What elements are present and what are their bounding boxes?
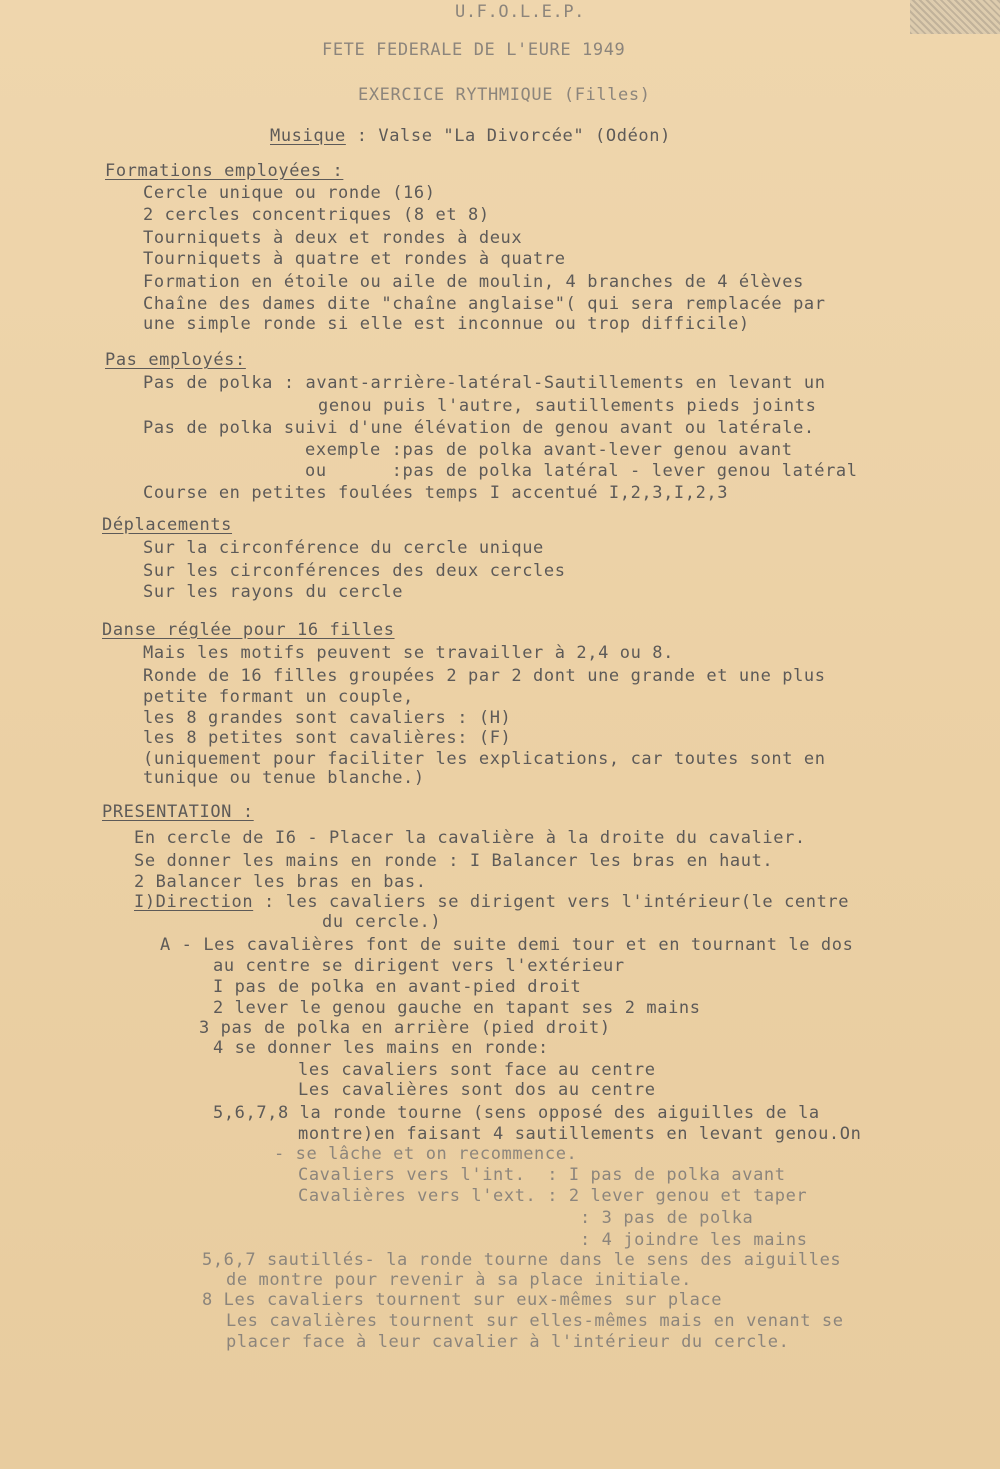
formations-line: Cercle unique ou ronde (16) <box>143 183 436 203</box>
presentation-line: : 3 pas de polka <box>580 1208 754 1228</box>
direction-label: I)Direction <box>134 892 254 912</box>
deplacements-line: Sur les circonférences des deux cercles <box>143 561 566 581</box>
formations-line: Tourniquets à deux et rondes à deux <box>143 228 523 248</box>
section-heading-danse: Danse réglée pour 16 filles <box>102 620 395 640</box>
presentation-line: : 4 joindre les mains <box>580 1230 808 1250</box>
presentation-line: placer face à leur cavalier à l'intérieur du cercle. <box>226 1332 790 1352</box>
deplacements-line: Sur les rayons du cercle <box>143 582 404 602</box>
presentation-line: 3 pas de polka en arrière (pied droit) <box>199 1018 611 1038</box>
pas-line: ou :pas de polka latéral - lever genou latéral <box>305 461 858 481</box>
presentation-line: A - Les cavalières font de suite demi tour et en tournant le dos <box>160 935 854 955</box>
section-heading-deplacements: Déplacements <box>102 515 233 535</box>
pas-line: exemple :pas de polka avant-lever genou avant <box>305 440 793 460</box>
danse-line: tunique ou tenue blanche.) <box>143 768 425 788</box>
presentation-line: du cercle.) <box>322 912 442 932</box>
presentation-line: - se lâche et on recommence. <box>274 1144 578 1164</box>
section-heading-presentation: PRESENTATION : <box>102 802 254 822</box>
presentation-line: 5,6,7 sautillés- la ronde tourne dans le sens des aiguilles <box>202 1250 842 1270</box>
music-value: : Valse "La Divorcée" (Odéon) <box>345 126 671 146</box>
music-label: Musique <box>270 126 346 146</box>
formations-line: Formation en étoile ou aile de moulin, 4 branches de 4 élèves <box>143 272 804 292</box>
page-title: FETE FEDERALE DE L'EURE 1949 <box>322 40 626 60</box>
pas-line: Pas de polka suivi d'une élévation de genou avant ou latérale. <box>143 418 815 438</box>
danse-line: les 8 grandes sont cavaliers : (H) <box>143 708 512 728</box>
formations-line: Chaîne des dames dite "chaîne anglaise"( qui sera remplacée par <box>143 294 826 314</box>
presentation-line: 4 se donner les mains en ronde: <box>213 1038 549 1058</box>
danse-line: Ronde de 16 filles groupées 2 par 2 dont une grande et une plus <box>143 666 826 686</box>
formations-line: 2 cercles concentriques (8 et 8) <box>143 205 490 225</box>
danse-line: (uniquement pour faciliter les explications, car toutes sont en <box>143 749 826 769</box>
presentation-line: Les cavalières tournent sur elles-mêmes mais en venant se <box>226 1311 844 1331</box>
presentation-line: 8 Les cavaliers tournent sur eux-mêmes sur place <box>202 1290 723 1310</box>
presentation-line: au centre se dirigent vers l'extérieur <box>213 956 625 976</box>
presentation-line: Cavaliers vers l'int. : I pas de polka avant <box>298 1165 786 1185</box>
presentation-line: 2 Balancer les bras en bas. <box>134 872 427 892</box>
corner-stamp-mark <box>910 0 1000 34</box>
direction-text: : les cavaliers se dirigent vers l'intérieur(le centre <box>253 892 850 912</box>
section-heading-formations: Formations employées : <box>105 161 344 181</box>
section-heading-pas: Pas employés: <box>105 350 246 370</box>
presentation-line: 5,6,7,8 la ronde tourne (sens opposé des aiguilles de la <box>213 1103 820 1123</box>
pas-line: Course en petites foulées temps I accentué I,2,3,I,2,3 <box>143 483 729 503</box>
presentation-line: montre)en faisant 4 sautillements en levant genou.On <box>298 1124 862 1144</box>
formations-line: une simple ronde si elle est inconnue ou trop difficile) <box>143 314 750 334</box>
danse-line: les 8 petites sont cavalières: (F) <box>143 728 512 748</box>
presentation-line: 2 lever le genou gauche en tapant ses 2 mains <box>213 998 701 1018</box>
deplacements-line: Sur la circonférence du cercle unique <box>143 538 544 558</box>
presentation-line: En cercle de I6 - Placer la cavalière à la droite du cavalier. <box>134 828 806 848</box>
presentation-line: de montre pour revenir à sa place initiale. <box>226 1270 692 1290</box>
presentation-line: les cavaliers sont face au centre <box>298 1060 656 1080</box>
formations-line: Tourniquets à quatre et rondes à quatre <box>143 249 566 269</box>
page-subtitle: EXERCICE RYTHMIQUE (Filles) <box>358 85 651 105</box>
presentation-line: Cavalières vers l'ext. : 2 lever genou et taper <box>298 1186 808 1206</box>
danse-line: Mais les motifs peuvent se travailler à 2,4 ou 8. <box>143 643 674 663</box>
presentation-line: I pas de polka en avant-pied droit <box>213 977 582 997</box>
pas-line: genou puis l'autre, sautillements pieds joints <box>318 396 817 416</box>
presentation-line <box>134 892 849 912</box>
danse-line: petite formant un couple, <box>143 687 414 707</box>
presentation-line: Se donner les mains en ronde : I Balancer les bras en haut. <box>134 851 774 871</box>
header-org: U.F.O.L.E.P. <box>455 2 586 22</box>
pas-line: Pas de polka : avant-arrière-latéral-Sautillements en levant un <box>143 373 826 393</box>
music-line <box>270 126 671 146</box>
presentation-line: Les cavalières sont dos au centre <box>298 1080 656 1100</box>
